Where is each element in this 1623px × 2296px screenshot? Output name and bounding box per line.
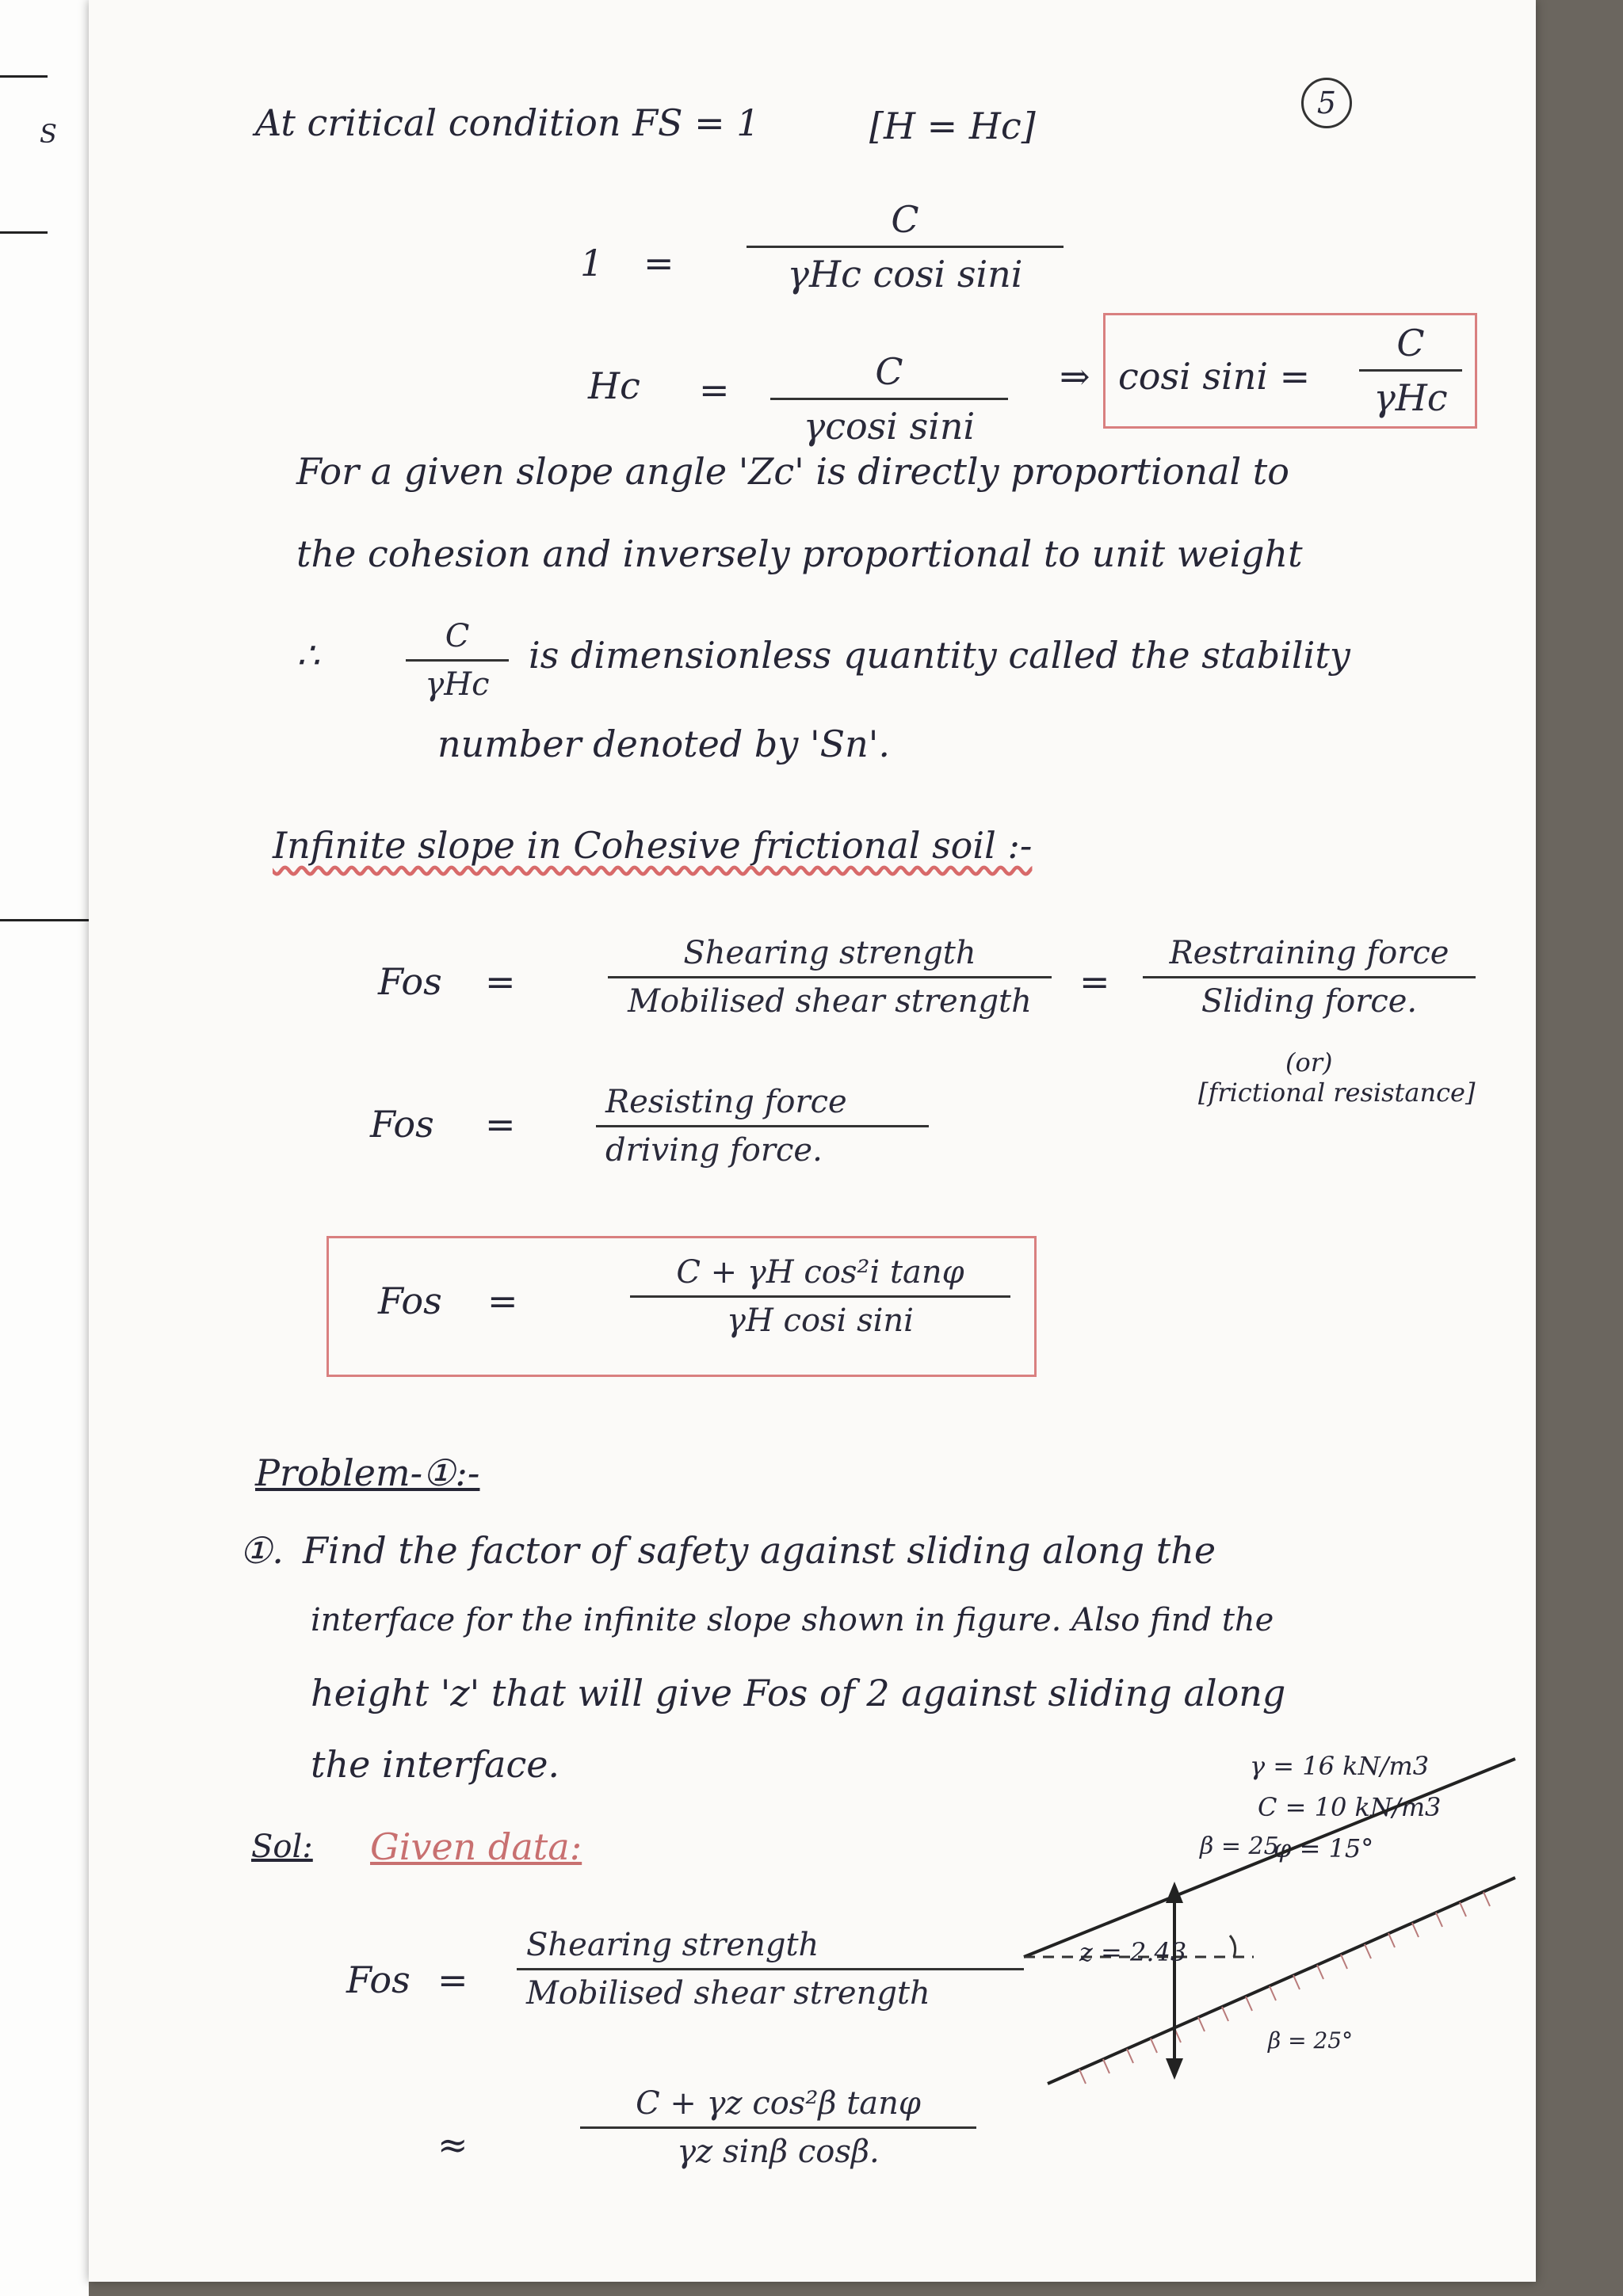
margin-strip [0,0,89,2296]
frac-numerator: C + γz cos²β tanφ [580,2085,976,2129]
eq2-numerator: C [770,350,1008,400]
equals-sign: = [485,960,516,1003]
given-gamma: γ = 16 kN/m3 [1250,1751,1430,1781]
para1-line2: the cohesion and inversely proportional to unit weight [296,532,1303,575]
eq1-fraction [747,198,1064,296]
boxed-fraction [1359,322,1462,419]
stability-denominator: γHc [425,666,490,703]
frac-numerator: Restraining force [1143,935,1476,978]
or-note: (or) [1285,1047,1333,1077]
frac-denominator: γH cosi sini [727,1302,914,1339]
critical-heading: At critical condition FS = 1 [255,101,760,144]
frac-numerator: Shearing strength [517,1927,1024,1970]
arrow-head-down [1166,2058,1183,2080]
equals-sign: = [487,1280,518,1322]
fos-label-2: Fos [370,1103,434,1146]
problem-number: ①. [239,1529,284,1572]
para1-line3: is dimensionless quantity called the stability [529,634,1350,677]
eq1-lhs: 1 [580,242,604,284]
fos-frac-formula [630,1254,1010,1339]
frac-numerator: Resisting force [596,1084,929,1127]
fos-frac-restraining [1143,935,1476,1020]
slope-figure [992,1743,1531,2123]
boxed-result [1103,313,1477,429]
therefore-symbol: ∴ [296,634,320,677]
problem-line3: height 'z' that will give Fos of 2 against sliding along [311,1672,1286,1714]
frac-denominator: driving force. [605,1132,823,1169]
sol-frac-shearing [517,1927,1024,2012]
z-height-label: z = 2.43 [1079,1937,1187,1967]
margin-rule [0,75,48,78]
frictional-note: [frictional resistance] [1198,1077,1476,1108]
margin-rule [0,231,48,234]
boxed-numerator: C [1359,322,1462,372]
para1-line1: For a given slope angle 'Zc' is directly proportional to [296,450,1289,493]
approx-sign: ≈ [437,2123,468,2166]
frac-numerator: C + γH cos²i tanφ [630,1254,1010,1298]
beta-bottom-label: β = 25° [1268,2027,1354,2054]
fos-frac-resisting [596,1084,929,1169]
critical-bracket: [H = Hc] [869,105,1036,147]
fos-label-3: Fos [378,1280,442,1322]
margin-mark: S [40,119,57,149]
stability-fraction [406,618,509,703]
beta-top-label: β = 25 [1200,1833,1279,1860]
fos-frac-shearing [608,935,1052,1020]
eq2-fraction [770,350,1008,448]
equals-sign: = [437,1958,468,2001]
frac-denominator: Mobilised shear strength [628,983,1032,1020]
equals-sign: = [485,1103,516,1146]
eq2-lhs: Hc [588,364,640,407]
sol-frac-formula [580,2085,976,2170]
stability-numerator: C [406,618,509,662]
infinite-heading: Infinite slope in Cohesive frictional soil :- [273,824,1033,867]
boxed-lhs: cosi sini = [1118,355,1311,398]
boxed-denominator: γHc [1373,376,1448,419]
solution-label: Sol: [251,1829,313,1865]
implies-arrow: ⇒ [1060,355,1090,398]
frac-denominator: Sliding force. [1201,983,1418,1020]
page-number: 5 [1301,78,1352,128]
frac-denominator: γz sinβ cosβ. [677,2134,880,2170]
eq1-denominator: γHc cosi sini [787,253,1023,296]
fos-label-1: Fos [378,960,442,1003]
problem-heading: Problem-①:- [255,1451,480,1494]
eq1-numerator: C [747,198,1064,248]
interface-hatching [1079,1892,1490,2084]
eq2-equals: = [699,368,730,411]
eq2-denominator: γcosi sini [803,405,976,448]
boxed-fos-formula [327,1236,1037,1377]
beta-angle-arc [1230,1936,1235,1957]
problem-line2: interface for the infinite slope shown in figure. Also find the [311,1602,1274,1638]
equals-sign: = [1079,960,1110,1003]
frac-numerator: Shearing strength [608,935,1052,978]
sol-fos-label: Fos [346,1958,411,2001]
problem-line4: the interface. [311,1743,560,1786]
eq1-equals: = [643,242,674,284]
problem-line1: Find the factor of safety against sliding along the [303,1529,1216,1572]
given-data-label: Given data: [370,1825,582,1868]
margin-rule [0,919,89,921]
para1-line4: number denoted by 'Sn'. [437,723,891,765]
frac-denominator: Mobilised shear strength [526,1975,930,2012]
given-cohesion: C = 10 kN/m3 [1258,1792,1442,1822]
notebook-page [89,0,1536,2282]
given-phi: φ = 15° [1274,1833,1374,1863]
